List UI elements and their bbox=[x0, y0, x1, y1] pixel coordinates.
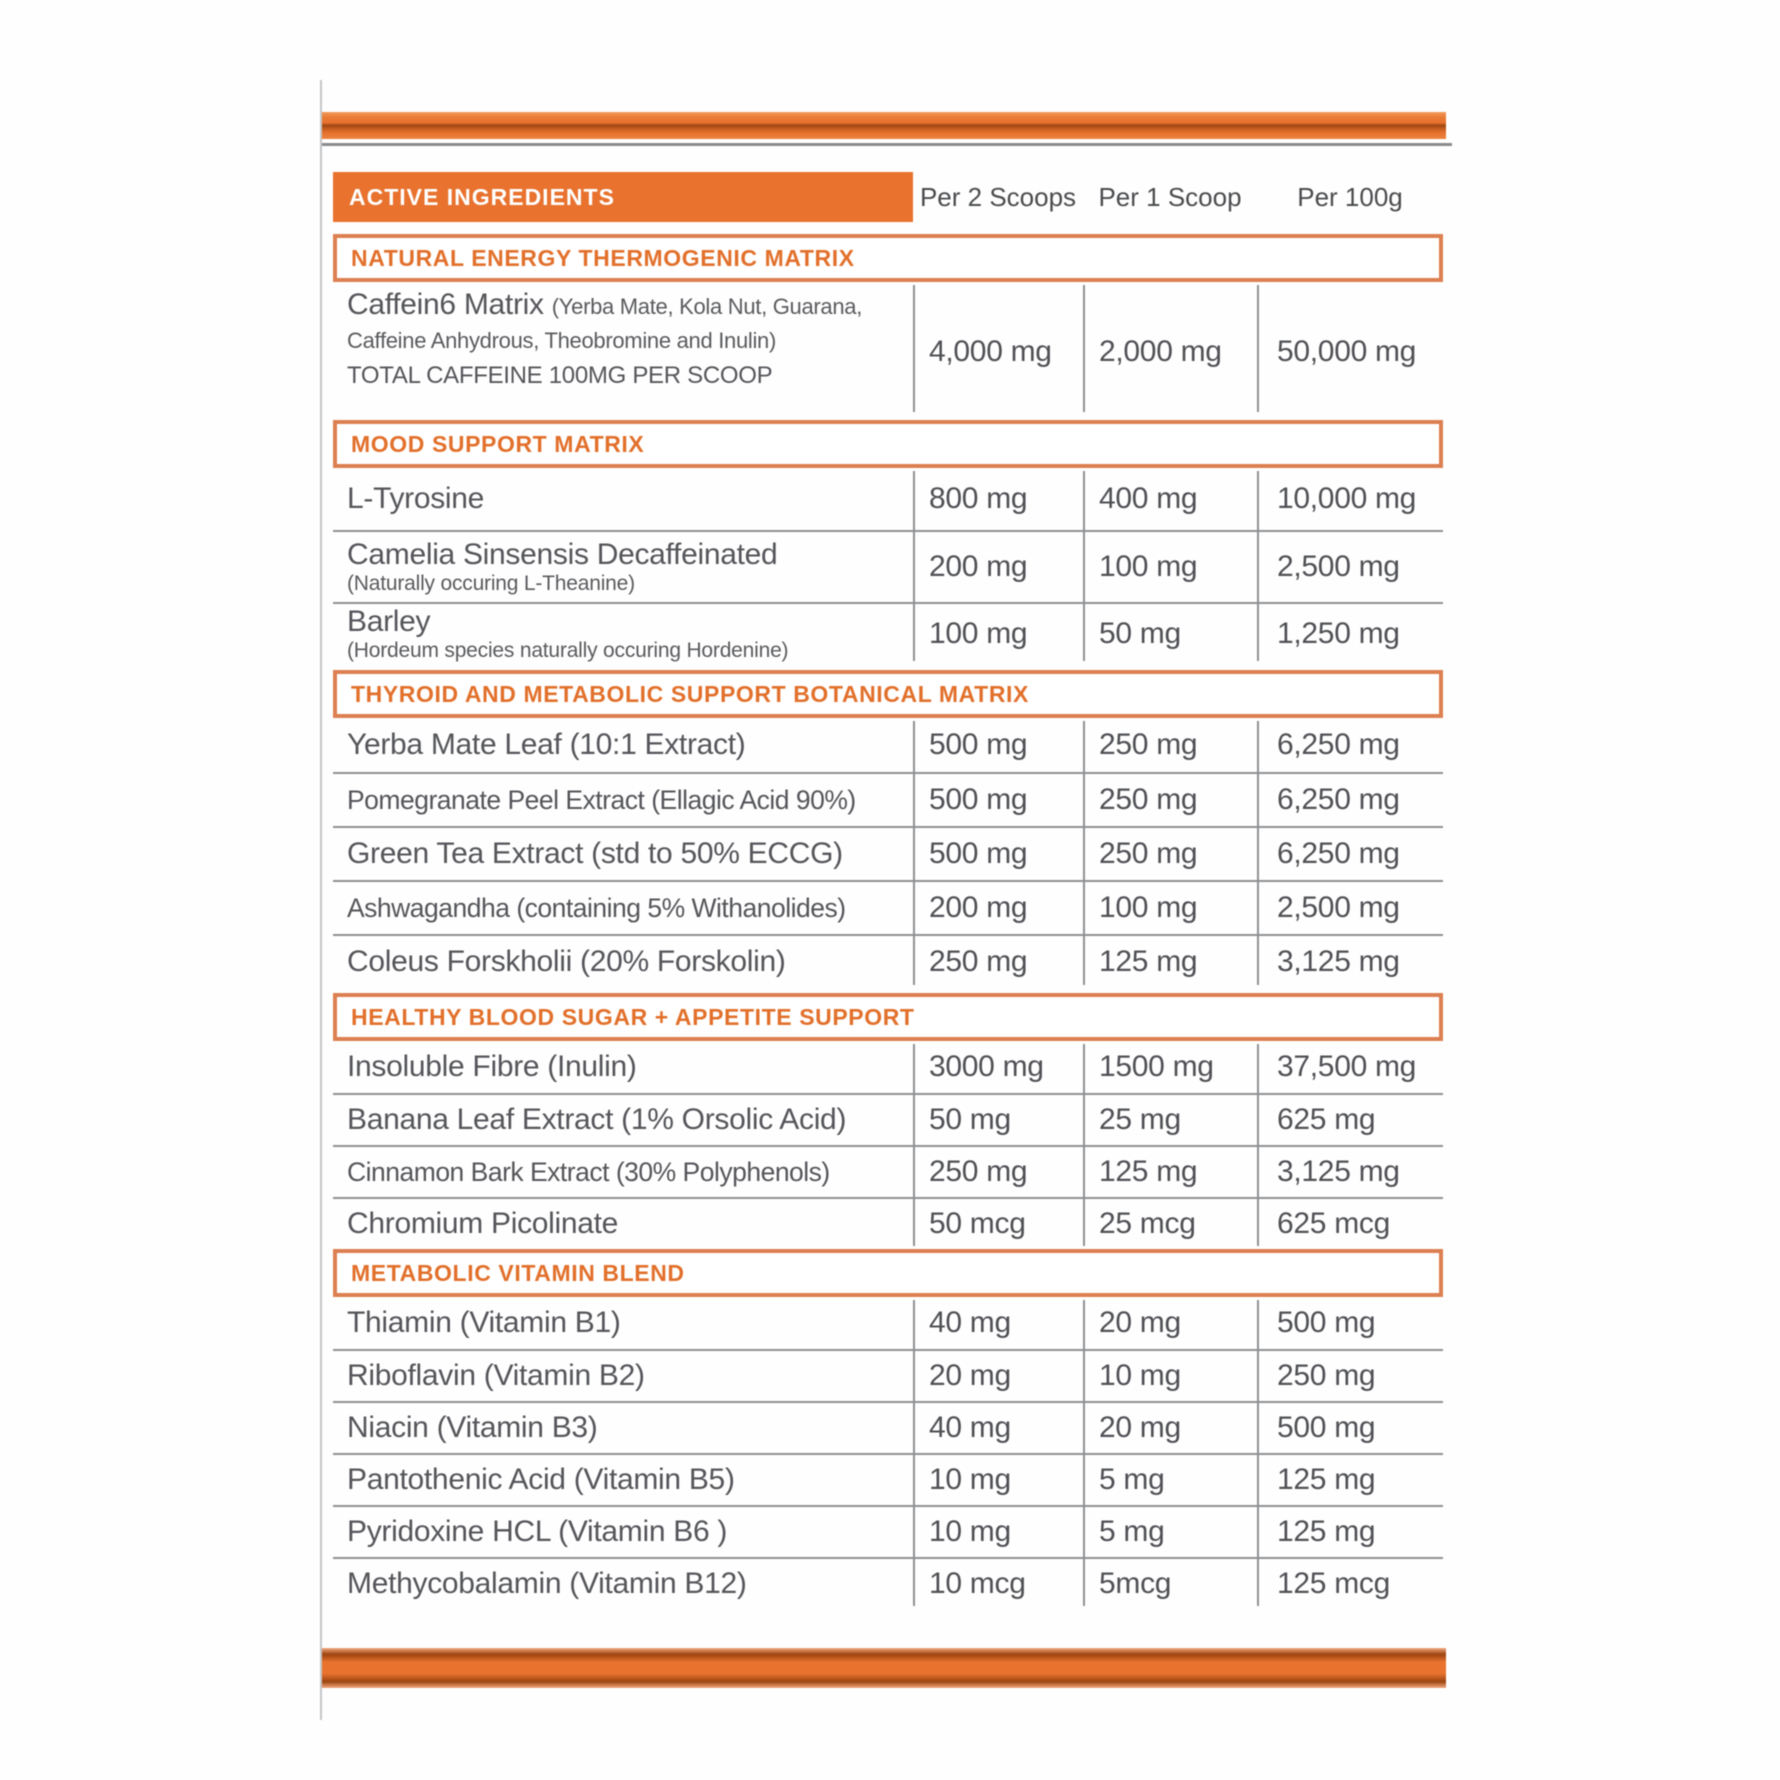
ingredient-name: Pantothenic Acid (Vitamin B5) bbox=[347, 1463, 735, 1496]
ingredient-subtext: (Naturally occuring L-Theanine) bbox=[347, 572, 635, 595]
ingredient-subtext: (Hordeum species naturally occuring Hordenine) bbox=[347, 639, 789, 662]
ingredient-row bbox=[333, 1557, 1443, 1609]
value-per-100g: 2,500 mg bbox=[1277, 550, 1400, 583]
value-per-2-scoops: 250 mg bbox=[929, 1155, 1028, 1188]
value-per-2-scoops: 40 mg bbox=[929, 1306, 1011, 1339]
ingredient-name: Caffein6 Matrix bbox=[347, 288, 544, 321]
ingredient-name: Insoluble Fibre (Inulin) bbox=[347, 1050, 637, 1083]
ingredient-label bbox=[333, 288, 913, 390]
ingredient-row bbox=[333, 1349, 1443, 1401]
ingredient-name: Methycobalamin (Vitamin B12) bbox=[347, 1567, 747, 1600]
section-title-natural-energy: NATURAL ENERGY THERMOGENIC MATRIX bbox=[333, 234, 1443, 282]
column-divider bbox=[1083, 471, 1085, 661]
ingredient-name: Ashwagandha (containing 5% Withanolides) bbox=[347, 893, 846, 923]
column-divider bbox=[913, 1300, 915, 1606]
top-gray-rule bbox=[322, 143, 1452, 146]
section-rows-vitamin-blend bbox=[333, 1297, 1443, 1609]
ingredient-row bbox=[333, 530, 1443, 602]
ingredient-row bbox=[333, 1453, 1443, 1505]
ingredient-name: Green Tea Extract (std to 50% ECCG) bbox=[347, 837, 843, 870]
ingredient-row bbox=[333, 718, 1443, 772]
ingredient-row bbox=[333, 282, 1443, 415]
column-header-per-2-scoops: Per 2 Scoops bbox=[919, 181, 1077, 212]
page-left-edge-line bbox=[320, 80, 322, 1720]
section-title-vitamin-blend: METABOLIC VITAMIN BLEND bbox=[333, 1249, 1443, 1297]
value-per-2-scoops: 500 mg bbox=[929, 783, 1028, 816]
ingredient-label bbox=[333, 605, 913, 663]
value-per-100g: 125 mcg bbox=[1277, 1567, 1390, 1600]
column-divider bbox=[1083, 1044, 1085, 1246]
value-per-100g: 1,250 mg bbox=[1277, 617, 1400, 650]
ingredient-row bbox=[333, 1041, 1443, 1093]
column-divider bbox=[1257, 285, 1259, 412]
value-per-100g: 2,500 mg bbox=[1277, 891, 1400, 924]
value-per-100g: 6,250 mg bbox=[1277, 783, 1400, 816]
column-divider bbox=[1083, 1300, 1085, 1606]
ingredient-name: Riboflavin (Vitamin B2) bbox=[347, 1359, 645, 1392]
value-per-1-scoop: 250 mg bbox=[1099, 783, 1198, 816]
section-rows-natural-energy bbox=[333, 282, 1443, 415]
ingredient-row bbox=[333, 468, 1443, 530]
section-rows-mood-support bbox=[333, 468, 1443, 664]
ingredient-row bbox=[333, 880, 1443, 934]
ingredient-detail: (Yerba Mate, Kola Nut, Guarana, Caffeine Anhydrous, Theobromine and Inulin) bbox=[347, 294, 863, 353]
value-per-2-scoops: 20 mg bbox=[929, 1359, 1011, 1392]
ingredient-row bbox=[333, 772, 1443, 826]
ingredients-table bbox=[333, 172, 1443, 1609]
ingredient-label bbox=[333, 482, 913, 516]
column-divider bbox=[1083, 721, 1085, 985]
value-per-2-scoops: 250 mg bbox=[929, 945, 1028, 978]
value-per-1-scoop: 100 mg bbox=[1099, 891, 1198, 924]
ingredient-name: Niacin (Vitamin B3) bbox=[347, 1411, 598, 1444]
ingredient-label bbox=[333, 538, 913, 596]
value-per-2-scoops: 3000 mg bbox=[929, 1050, 1044, 1083]
value-per-1-scoop: 250 mg bbox=[1099, 728, 1198, 761]
value-per-1-scoop: 1500 mg bbox=[1099, 1050, 1214, 1083]
value-per-1-scoop: 20 mg bbox=[1099, 1306, 1181, 1339]
column-divider bbox=[913, 285, 915, 412]
ingredient-name: Coleus Forskholii (20% Forskolin) bbox=[347, 945, 786, 978]
column-divider bbox=[1083, 285, 1085, 412]
active-ingredients-header: ACTIVE INGREDIENTS bbox=[333, 172, 913, 222]
value-per-2-scoops: 10 mg bbox=[929, 1515, 1011, 1548]
value-per-2-scoops: 800 mg bbox=[929, 482, 1028, 515]
ingredient-name: L-Tyrosine bbox=[347, 482, 485, 515]
ingredient-row bbox=[333, 1145, 1443, 1197]
ingredient-name: Pomegranate Peel Extract (Ellagic Acid 90%) bbox=[347, 785, 856, 815]
column-header-per-1-scoop: Per 1 Scoop bbox=[1098, 181, 1242, 212]
ingredient-name: Camelia Sinsensis Decaffeinated bbox=[347, 538, 778, 571]
ingredient-row bbox=[333, 1093, 1443, 1145]
value-per-2-scoops: 10 mg bbox=[929, 1463, 1011, 1496]
value-per-2-scoops: 100 mg bbox=[929, 617, 1028, 650]
value-per-1-scoop: 50 mg bbox=[1099, 617, 1181, 650]
value-per-100g: 625 mg bbox=[1277, 1103, 1376, 1136]
value-per-1-scoop: 25 mg bbox=[1099, 1103, 1181, 1136]
value-per-2-scoops: 50 mcg bbox=[929, 1207, 1026, 1240]
value-per-1-scoop: 400 mg bbox=[1099, 482, 1198, 515]
top-accent-bar bbox=[322, 112, 1446, 139]
caffeine-note: TOTAL CAFFEINE 100MG PER SCOOP bbox=[347, 362, 773, 389]
ingredient-row bbox=[333, 1297, 1443, 1349]
value-per-100g: 6,250 mg bbox=[1277, 837, 1400, 870]
value-per-2-scoops: 200 mg bbox=[929, 550, 1028, 583]
column-divider bbox=[1257, 721, 1259, 985]
value-per-1-scoop: 5 mg bbox=[1099, 1515, 1165, 1548]
value-per-1-scoop: 250 mg bbox=[1099, 837, 1198, 870]
ingredient-row bbox=[333, 1401, 1443, 1453]
value-per-100g: 125 mg bbox=[1277, 1463, 1376, 1496]
section-title-mood-support: MOOD SUPPORT MATRIX bbox=[333, 420, 1443, 468]
value-per-2-scoops: 40 mg bbox=[929, 1411, 1011, 1444]
value-per-2-scoops: 500 mg bbox=[929, 837, 1028, 870]
section-rows-thyroid-metabolic bbox=[333, 718, 1443, 988]
section-title-thyroid-metabolic: THYROID AND METABOLIC SUPPORT BOTANICAL MATRIX bbox=[333, 670, 1443, 718]
ingredient-row bbox=[333, 826, 1443, 880]
value-per-100g: 37,500 mg bbox=[1277, 1050, 1417, 1083]
value-per-1-scoop: 5mcg bbox=[1099, 1567, 1172, 1600]
value-per-1-scoop: 125 mg bbox=[1099, 945, 1198, 978]
column-divider bbox=[1257, 1044, 1259, 1246]
value-per-1-scoop: 5 mg bbox=[1099, 1463, 1165, 1496]
value-per-1-scoop: 10 mg bbox=[1099, 1359, 1181, 1392]
value-per-100g: 3,125 mg bbox=[1277, 945, 1400, 978]
table-header-row bbox=[333, 172, 1443, 222]
ingredient-name: Chromium Picolinate bbox=[347, 1207, 619, 1240]
value-per-1-scoop: 2,000 mg bbox=[1099, 334, 1222, 368]
value-per-100g: 625 mcg bbox=[1277, 1207, 1390, 1240]
value-per-1-scoop: 100 mg bbox=[1099, 550, 1198, 583]
column-divider bbox=[913, 471, 915, 661]
section-title-blood-sugar: HEALTHY BLOOD SUGAR + APPETITE SUPPORT bbox=[333, 993, 1443, 1041]
value-per-2-scoops: 50 mg bbox=[929, 1103, 1011, 1136]
ingredient-name: Yerba Mate Leaf (10:1 Extract) bbox=[347, 728, 746, 761]
column-divider bbox=[1257, 1300, 1259, 1606]
ingredient-name: Barley bbox=[347, 605, 431, 638]
ingredient-name: Thiamin (Vitamin B1) bbox=[347, 1306, 621, 1339]
value-per-2-scoops: 200 mg bbox=[929, 891, 1028, 924]
value-per-1-scoop: 20 mg bbox=[1099, 1411, 1181, 1444]
ingredient-name: Pyridoxine HCL (Vitamin B6 ) bbox=[347, 1515, 728, 1548]
value-per-100g: 50,000 mg bbox=[1277, 334, 1417, 368]
value-per-100g: 500 mg bbox=[1277, 1411, 1376, 1444]
value-per-100g: 6,250 mg bbox=[1277, 728, 1400, 761]
column-divider bbox=[913, 1044, 915, 1246]
column-header-per-100g: Per 100g bbox=[1297, 181, 1403, 212]
value-per-100g: 250 mg bbox=[1277, 1359, 1376, 1392]
ingredient-row bbox=[333, 1197, 1443, 1249]
value-per-1-scoop: 125 mg bbox=[1099, 1155, 1198, 1188]
value-per-100g: 10,000 mg bbox=[1277, 482, 1417, 515]
ingredient-row bbox=[333, 602, 1443, 664]
ingredient-row bbox=[333, 1505, 1443, 1557]
value-per-100g: 3,125 mg bbox=[1277, 1155, 1400, 1188]
ingredient-name: Banana Leaf Extract (1% Orsolic Acid) bbox=[347, 1103, 847, 1136]
ingredient-row bbox=[333, 934, 1443, 988]
value-per-1-scoop: 25 mcg bbox=[1099, 1207, 1196, 1240]
column-divider bbox=[913, 721, 915, 985]
value-per-2-scoops: 10 mcg bbox=[929, 1567, 1026, 1600]
value-per-2-scoops: 500 mg bbox=[929, 728, 1028, 761]
ingredient-name: Cinnamon Bark Extract (30% Polyphenols) bbox=[347, 1157, 830, 1187]
column-divider bbox=[1257, 471, 1259, 661]
value-per-100g: 125 mg bbox=[1277, 1515, 1376, 1548]
section-rows-blood-sugar bbox=[333, 1041, 1443, 1249]
value-per-100g: 500 mg bbox=[1277, 1306, 1376, 1339]
bottom-accent-bar bbox=[322, 1648, 1446, 1688]
value-per-2-scoops: 4,000 mg bbox=[929, 334, 1052, 368]
